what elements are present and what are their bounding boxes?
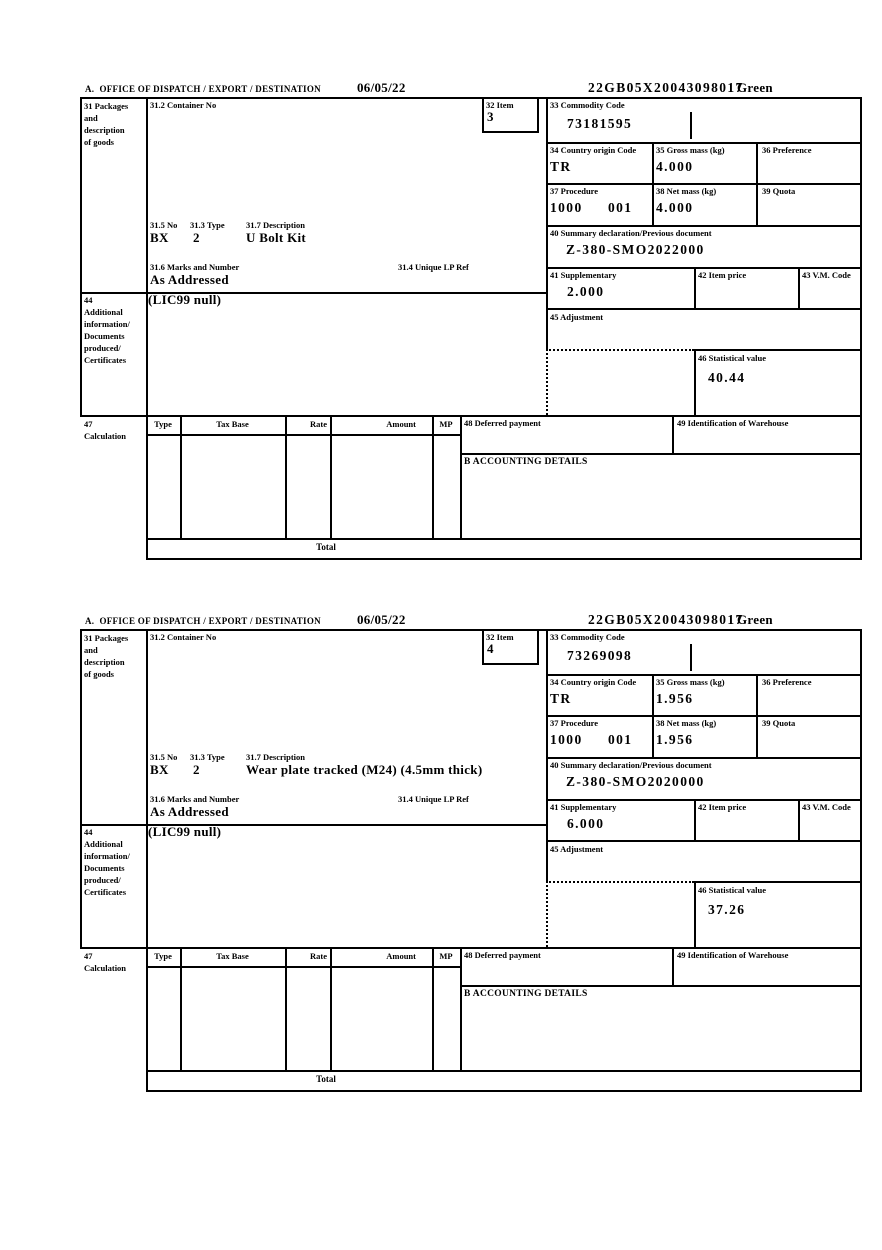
additional-information-value: (LIC99 null) — [148, 824, 222, 839]
box-31-4-unique-lp-ref-label: 31.4 Unique LP Ref — [398, 794, 469, 804]
border-line — [694, 799, 696, 840]
box-31-3-type-label: 31.3 Type — [190, 220, 225, 230]
country-origin-value: TR — [550, 159, 572, 174]
box-31-7-description-label: 31.7 Description — [246, 752, 306, 762]
declaration-date: 06/05/22 — [357, 80, 406, 95]
box-48-deferred-payment-label: 48 Deferred payment — [464, 418, 541, 428]
border-line — [652, 142, 654, 225]
tax-base-column-header: Tax Base — [216, 951, 249, 961]
box-47-calculation-label: 47 Calculation — [84, 419, 127, 441]
box-33-commodity-code-label: 33 Commodity Code — [550, 100, 625, 110]
border-line — [146, 97, 148, 558]
marks-and-number-value: As Addressed — [150, 272, 229, 287]
box-34-country-origin-label: 34 Country origin Code — [550, 677, 637, 687]
border-line — [146, 629, 148, 1090]
summary-declaration-value: Z-380-SMO2020000 — [566, 774, 705, 789]
box-35-gross-mass-label: 35 Gross mass (kg) — [656, 145, 725, 155]
box-49-warehouse-label: 49 Identification of Warehouse — [677, 950, 789, 960]
item-number-value: 4 — [487, 641, 494, 656]
box-31-7-description-label: 31.7 Description — [246, 220, 306, 230]
box-42-item-price-label: 42 Item price — [698, 802, 747, 812]
item-form-grid — [80, 97, 862, 560]
net-mass-value: 4.000 — [656, 200, 694, 215]
dotted-border-line — [546, 881, 694, 883]
border-line — [80, 629, 82, 949]
box-38-net-mass-label: 38 Net mass (kg) — [656, 718, 717, 728]
border-line — [546, 267, 862, 269]
additional-information-value: (LIC99 null) — [148, 292, 222, 307]
dotted-border-line — [546, 349, 694, 351]
border-line — [80, 947, 862, 949]
commodity-code-value: 73181595 — [567, 116, 633, 131]
border-line — [546, 757, 862, 759]
box-44-additional-info-label: 44 Additional information/ Documents produced/ Certificates — [84, 295, 130, 365]
summary-declaration-value: Z-380-SMO2022000 — [566, 242, 705, 257]
declaration-reference: 22GB05X20043098017 — [588, 80, 744, 95]
box-32-item-label: 32 Item — [486, 632, 514, 642]
amount-column-header: Amount — [386, 951, 416, 961]
box-41-supplementary-label: 41 Supplementary — [550, 270, 617, 280]
border-line — [546, 225, 862, 227]
border-line — [672, 415, 674, 453]
border-line — [546, 142, 862, 144]
total-row-label: Total — [316, 542, 336, 552]
border-line — [694, 349, 696, 415]
box-31-2-container-no-label: 31.2 Container No — [150, 100, 217, 110]
border-line — [460, 453, 860, 455]
procedure-value: 1000 — [550, 200, 583, 215]
box-39-quota-label: 39 Quota — [762, 186, 796, 196]
border-line — [694, 881, 862, 883]
statistical-value: 40.44 — [708, 370, 746, 385]
border-line — [546, 183, 862, 185]
rate-column-header: Rate — [310, 419, 327, 429]
box-31-5-no-label: 31.5 No — [150, 220, 178, 230]
accounting-details-label: B ACCOUNTING DETAILS — [464, 457, 588, 467]
box-43-vm-code-label: 43 V.M. Code — [802, 802, 851, 812]
routing-status-badge: Green — [737, 612, 773, 627]
box-34-country-origin-label: 34 Country origin Code — [550, 145, 637, 155]
mp-column-header: MP — [439, 419, 453, 429]
box-47-calculation-label: 47 Calculation — [84, 951, 127, 973]
box-31-6-marks-label: 31.6 Marks and Number — [150, 794, 240, 804]
border-line — [546, 799, 862, 801]
border-line — [80, 629, 862, 631]
supplementary-value: 6.000 — [567, 816, 605, 831]
goods-description-value: U Bolt Kit — [246, 230, 307, 245]
border-line — [146, 1070, 860, 1072]
box-44-additional-info-label: 44 Additional information/ Documents produced/ Certificates — [84, 827, 130, 897]
box-46-statistical-value-label: 46 Statistical value — [698, 353, 766, 363]
routing-status-badge: Green — [737, 80, 773, 95]
gross-mass-value: 1.956 — [656, 691, 694, 706]
gross-mass-value: 4.000 — [656, 159, 694, 174]
border-line — [546, 674, 862, 676]
box-39-quota-label: 39 Quota — [762, 718, 796, 728]
border-line — [146, 1090, 862, 1092]
border-line — [860, 97, 862, 558]
border-line — [80, 97, 862, 99]
box-40-summary-declaration-label: 40 Summary declaration/Previous document — [550, 760, 712, 770]
country-origin-value: TR — [550, 691, 572, 706]
box-41-supplementary-label: 41 Supplementary — [550, 802, 617, 812]
box-40-summary-declaration-label: 40 Summary declaration/Previous document — [550, 228, 712, 238]
declaration-item-block — [80, 613, 864, 1095]
commodity-code-tick-mark — [690, 112, 692, 139]
box-31-5-no-label: 31.5 No — [150, 752, 178, 762]
amount-column-header: Amount — [386, 419, 416, 429]
office-of-dispatch-label: A. OFFICE OF DISPATCH / EXPORT / DESTINATION — [85, 84, 321, 94]
statistical-value: 37.26 — [708, 902, 746, 917]
border-line — [460, 947, 462, 1070]
goods-description-value: Wear plate tracked (M24) (4.5mm thick) — [246, 762, 483, 777]
commodity-code-value: 73269098 — [567, 648, 633, 663]
supplementary-value: 2.000 — [567, 284, 605, 299]
border-line — [694, 267, 696, 308]
net-mass-value: 1.956 — [656, 732, 694, 747]
box-37-procedure-label: 37 Procedure — [550, 718, 599, 728]
box-31-3-type-label: 31.3 Type — [190, 752, 225, 762]
border-line — [546, 715, 862, 717]
border-line — [798, 267, 800, 308]
procedure-secondary-value: 001 — [608, 732, 633, 747]
package-no-value: BX — [150, 230, 169, 245]
border-line — [546, 629, 548, 881]
border-line — [146, 558, 862, 560]
box-31-packages-label: 31 Packages and description of goods — [84, 633, 129, 679]
box-31-2-container-no-label: 31.2 Container No — [150, 632, 217, 642]
border-line — [460, 985, 860, 987]
package-type-value: 2 — [193, 230, 200, 245]
procedure-value: 1000 — [550, 732, 583, 747]
box-38-net-mass-label: 38 Net mass (kg) — [656, 186, 717, 196]
border-line — [694, 881, 696, 947]
border-line — [146, 434, 460, 436]
box-43-vm-code-label: 43 V.M. Code — [802, 270, 851, 280]
border-line — [460, 415, 462, 538]
mp-column-header: MP — [439, 951, 453, 961]
border-line — [146, 538, 860, 540]
item-form-grid — [80, 629, 862, 1092]
border-line — [756, 142, 758, 225]
border-line — [652, 674, 654, 757]
border-line — [546, 97, 548, 349]
border-line — [756, 674, 758, 757]
box-36-preference-label: 36 Preference — [762, 677, 812, 687]
tax-base-column-header: Tax Base — [216, 419, 249, 429]
border-line — [546, 308, 862, 310]
marks-and-number-value: As Addressed — [150, 804, 229, 819]
rate-column-header: Rate — [310, 951, 327, 961]
dotted-border-line — [546, 349, 548, 415]
border-line — [80, 415, 862, 417]
package-type-value: 2 — [193, 762, 200, 777]
total-row-label: Total — [316, 1074, 336, 1084]
border-line — [146, 966, 460, 968]
border-line — [672, 947, 674, 985]
box-35-gross-mass-label: 35 Gross mass (kg) — [656, 677, 725, 687]
box-32-item-label: 32 Item — [486, 100, 514, 110]
box-31-4-unique-lp-ref-label: 31.4 Unique LP Ref — [398, 262, 469, 272]
item-number-value: 3 — [487, 109, 494, 124]
box-45-adjustment-label: 45 Adjustment — [550, 844, 604, 854]
box-48-deferred-payment-label: 48 Deferred payment — [464, 950, 541, 960]
tax-type-column-header: Type — [154, 951, 172, 961]
commodity-code-tick-mark — [690, 644, 692, 671]
tax-type-column-header: Type — [154, 419, 172, 429]
dotted-border-line — [546, 881, 548, 947]
box-45-adjustment-label: 45 Adjustment — [550, 312, 604, 322]
box-31-packages-label: 31 Packages and description of goods — [84, 101, 129, 147]
procedure-secondary-value: 001 — [608, 200, 633, 215]
box-37-procedure-label: 37 Procedure — [550, 186, 599, 196]
declaration-item-block — [80, 81, 864, 563]
border-line — [860, 629, 862, 1090]
border-line — [80, 97, 82, 417]
declaration-date: 06/05/22 — [357, 612, 406, 627]
border-line — [798, 799, 800, 840]
box-49-warehouse-label: 49 Identification of Warehouse — [677, 418, 789, 428]
office-of-dispatch-label: A. OFFICE OF DISPATCH / EXPORT / DESTINATION — [85, 616, 321, 626]
package-no-value: BX — [150, 762, 169, 777]
accounting-details-label: B ACCOUNTING DETAILS — [464, 989, 588, 999]
border-line — [694, 349, 862, 351]
box-42-item-price-label: 42 Item price — [698, 270, 747, 280]
box-31-6-marks-label: 31.6 Marks and Number — [150, 262, 240, 272]
box-36-preference-label: 36 Preference — [762, 145, 812, 155]
box-46-statistical-value-label: 46 Statistical value — [698, 885, 766, 895]
declaration-reference: 22GB05X20043098017 — [588, 612, 744, 627]
border-line — [546, 840, 862, 842]
box-33-commodity-code-label: 33 Commodity Code — [550, 632, 625, 642]
